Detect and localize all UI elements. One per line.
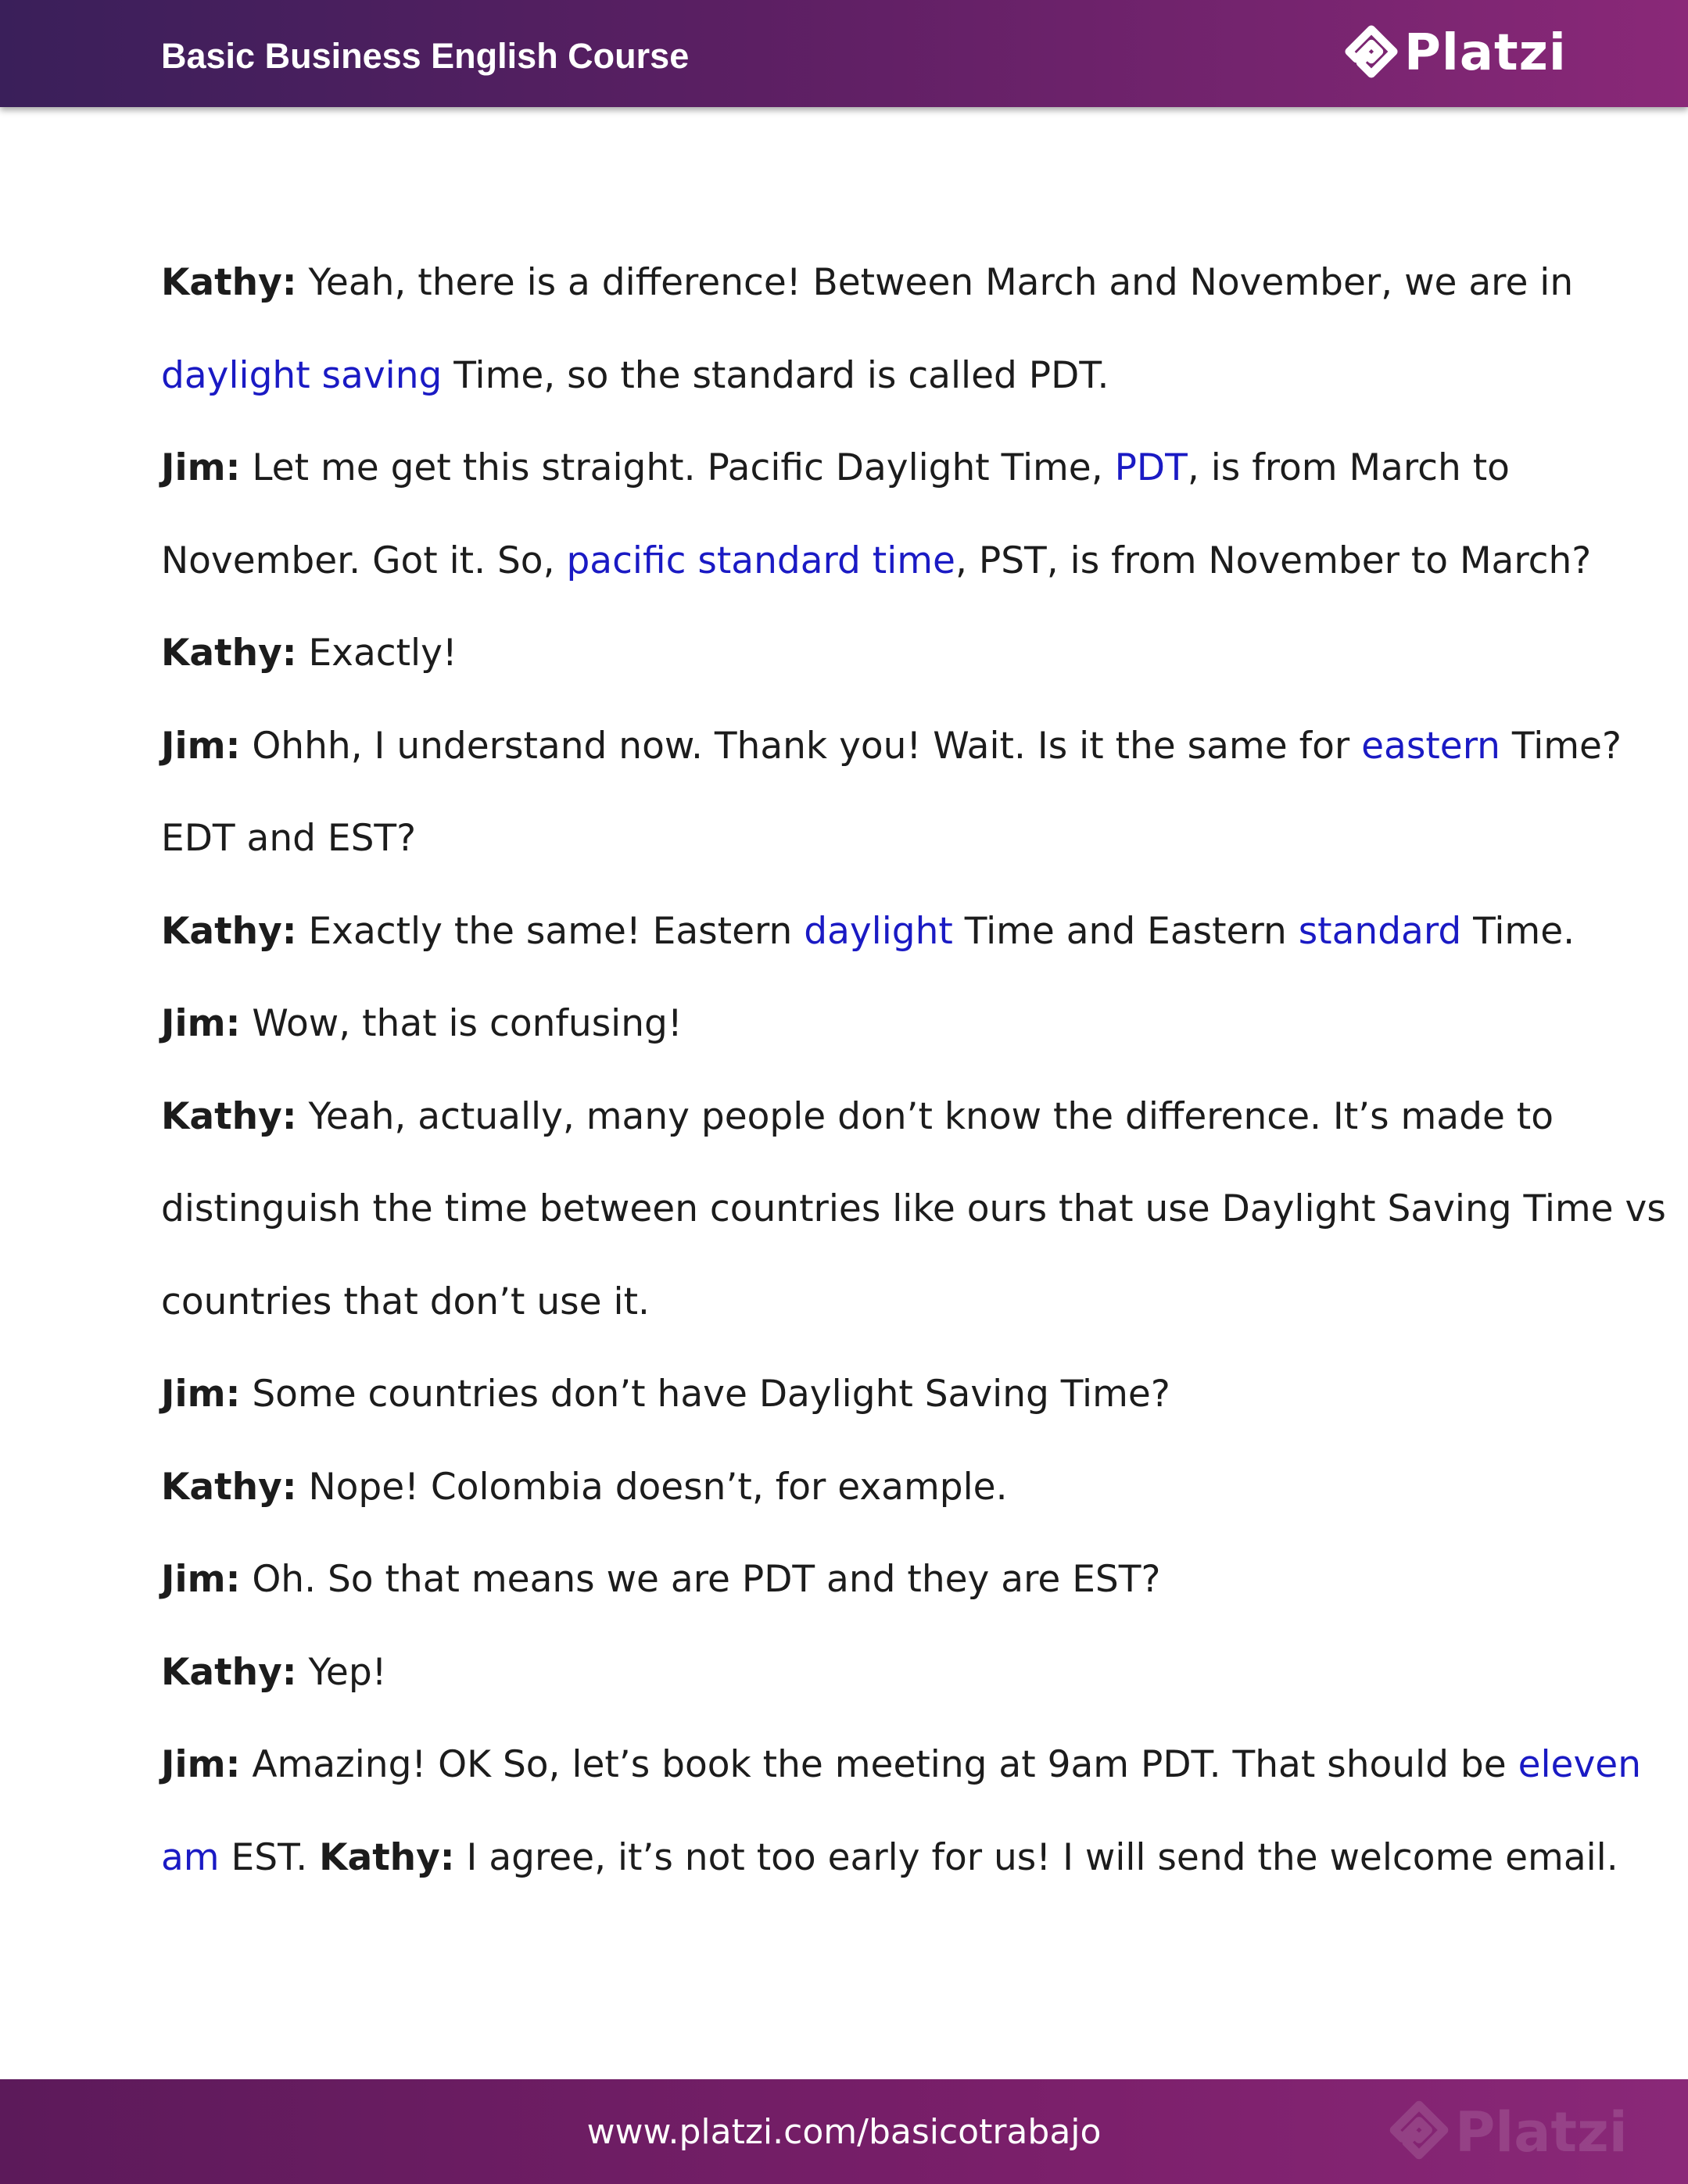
line-text: Nope! Colombia doesn’t, for example. (296, 1465, 1008, 1509)
line-text: distinguish the time between countries like ours that use Daylight Saving Time vs (161, 1187, 1666, 1230)
transcript-line (161, 515, 1592, 608)
line-text: Yep! (296, 1650, 387, 1694)
line-text: EDT and EST? (161, 817, 417, 860)
speaker-label: Kathy: (319, 1835, 455, 1879)
speaker-label: Jim: (161, 1373, 241, 1416)
brand-name: Platzi (1404, 24, 1567, 82)
page-footer (0, 2079, 1688, 2184)
line-text: Exactly! (296, 632, 457, 675)
line-text: Time, so the standard is called PDT. (442, 353, 1109, 397)
transcript-line (161, 1719, 1641, 1812)
platzi-watermark-icon (1388, 2095, 1450, 2169)
transcript-line (161, 1163, 1666, 1256)
line-text: countries that don’t use it. (161, 1280, 650, 1323)
transcript-line (161, 1441, 1553, 1534)
platzi-logo-icon (1343, 20, 1399, 88)
speaker-label: Jim: (161, 1743, 241, 1786)
line-text: Wow, that is confusing! (240, 1002, 683, 1045)
highlighted-term: eleven (1518, 1743, 1641, 1786)
line-text: Some countries don’t have Daylight Saving Time? (240, 1373, 1170, 1416)
transcript-line (161, 607, 1553, 700)
line-text: EST. (219, 1835, 320, 1879)
transcript-line (161, 1627, 1553, 1720)
line-text: Time. (1461, 909, 1575, 953)
line-text: Time? (1500, 724, 1622, 768)
course-title: Basic Business English Course (161, 36, 690, 76)
line-text: Ohhh, I understand now. Thank you! Wait. Is it the same for (240, 724, 1362, 768)
transcript-line (161, 1812, 1618, 1905)
transcript-line (161, 1534, 1553, 1627)
speaker-label: Kathy: (161, 1465, 297, 1509)
watermark-name: Platzi (1455, 2100, 1628, 2164)
transcript-line (161, 886, 1575, 979)
brand-logo[interactable] (1343, 19, 1567, 88)
highlighted-term: daylight (804, 909, 953, 953)
speaker-label: Kathy: (161, 1650, 297, 1694)
speaker-label: Kathy: (161, 909, 297, 953)
speaker-label: Kathy: (161, 261, 297, 304)
highlighted-term: eastern (1361, 724, 1500, 768)
speaker-label: Jim: (161, 1002, 241, 1045)
transcript-line (161, 422, 1553, 515)
highlighted-term: PDT (1114, 446, 1188, 489)
speaker-label: Jim: (161, 724, 241, 768)
speaker-label: Kathy: (161, 632, 297, 675)
line-text: , PST, is from November to March? (955, 539, 1592, 582)
line-text: Oh. So that means we are PDT and they are EST? (240, 1558, 1161, 1601)
transcript-line (161, 330, 1553, 423)
highlighted-term: pacific standard time (566, 539, 955, 582)
speaker-label: Kathy: (161, 1094, 297, 1138)
line-text: I agree, it’s not too early for us! I will send the welcome email. (454, 1835, 1618, 1879)
transcript-line (161, 237, 1574, 330)
speaker-label: Jim: (161, 1558, 241, 1601)
speaker-label: Jim: (161, 446, 241, 489)
highlighted-term: standard (1298, 909, 1462, 953)
line-text: Amazing! OK So, let’s book the meeting at 9am PDT. That should be (240, 1743, 1518, 1786)
transcript-line (161, 1348, 1553, 1441)
line-text: Yeah, there is a difference! Between March and November, we are in (296, 261, 1574, 304)
line-text: , is from March to (1187, 446, 1510, 489)
footer-url[interactable]: www.platzi.com/basicotrabajo (586, 2112, 1102, 2152)
line-text: November. Got it. So, (161, 539, 567, 582)
footer-watermark (1388, 2095, 1628, 2169)
line-text: Yeah, actually, many people don’t know the difference. It’s made to (296, 1094, 1554, 1138)
transcript-line (161, 1071, 1553, 1164)
line-text: Exactly the same! Eastern (296, 909, 805, 953)
line-text: Let me get this straight. Pacific Daylight Time, (240, 446, 1115, 489)
page-header (0, 0, 1688, 107)
transcript-line (161, 700, 1622, 793)
transcript-line (161, 793, 1553, 886)
dialogue-transcript (161, 237, 1666, 1904)
highlighted-term: daylight saving (161, 353, 443, 397)
highlighted-term: am (161, 1835, 220, 1879)
transcript-line (161, 978, 1553, 1071)
transcript-line (161, 1256, 1553, 1349)
line-text: Time and Eastern (952, 909, 1299, 953)
